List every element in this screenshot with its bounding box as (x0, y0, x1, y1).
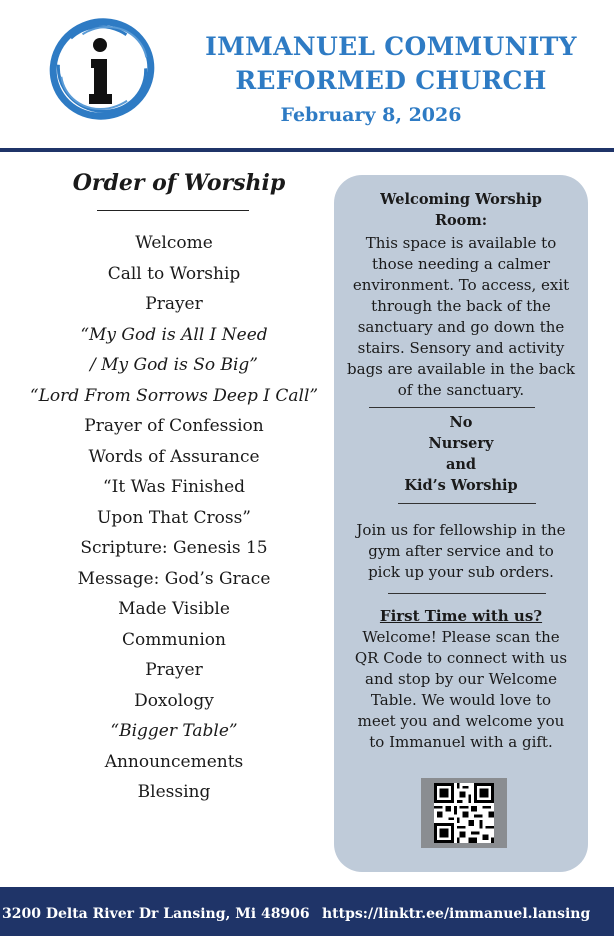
worship-item: “It Was Finished (102, 477, 246, 497)
worship-item: Blessing (137, 782, 211, 802)
bulletin-date: February 8, 2026 (280, 104, 462, 126)
qr-code-icon[interactable] (421, 778, 507, 848)
worship-item: Prayer (145, 294, 203, 314)
worship-item: Call to Worship (107, 263, 241, 284)
worship-item: Made Visible (118, 599, 230, 619)
worship-item: Message: God’s Grace (77, 568, 271, 589)
order-title-divider (97, 210, 249, 211)
worship-item: Welcome (135, 233, 213, 253)
order-of-worship-list (20, 228, 328, 808)
church-address: 3200 Delta River Dr Lansing, Mi 48906 (2, 906, 310, 922)
nursery-line: No (449, 414, 473, 431)
worship-item: Doxology (134, 690, 214, 711)
order-of-worship-title: Order of Worship (72, 170, 286, 196)
first-time-heading: First Time with us? (379, 607, 543, 625)
sidebar-divider (369, 407, 535, 408)
nursery-line: Kid’s Worship (404, 477, 518, 494)
footer-bar (0, 887, 614, 936)
nursery-notice (334, 412, 588, 496)
welcoming-room-body: This space is available to those needing a calmer environment. To access, exit through the back of the sanctuary and go down the stairs. Sensory and activity bags are available in the back of the sanctuary. (347, 234, 575, 399)
worship-item: Prayer of Confession (84, 416, 264, 436)
welcoming-room-heading: Welcoming Worship Room: (380, 191, 542, 229)
sidebar-divider (388, 593, 546, 594)
worship-item: “Lord From Sorrows Deep I Call” (29, 385, 319, 406)
header-divider (0, 148, 614, 152)
nursery-line: and (445, 456, 477, 473)
church-name-line1: IMMANUEL COMMUNITY (205, 32, 577, 61)
worship-item: / My God is So Big” (90, 355, 258, 375)
church-name-line2: REFORMED CHURCH (235, 66, 547, 95)
sidebar-divider (398, 503, 536, 504)
nursery-line: Nursery (428, 435, 494, 452)
first-time-body: Welcome! Please scan the QR Code to connect with us and stop by our Welcome Table. We would love to meet you and welcome you to Immanuel with a gift. (354, 628, 568, 751)
worship-item: Announcements (104, 751, 244, 772)
worship-item: Upon That Cross” (97, 507, 251, 528)
worship-item: Communion (121, 629, 226, 650)
worship-item: “Bigger Table” (110, 721, 238, 741)
info-sidebar (334, 175, 588, 872)
worship-item: Prayer (145, 660, 203, 680)
fellowship-notice: Join us for fellowship in the gym after service and to pick up your sub orders. (356, 521, 566, 581)
worship-item: Words of Assurance (88, 446, 260, 467)
worship-item: Scripture: Genesis 15 (80, 538, 268, 558)
church-name (196, 30, 586, 98)
linktree-link[interactable]: https://linktr.ee/immanuel.lansing (322, 906, 591, 922)
worship-item: “My God is All I Need (80, 324, 268, 345)
church-logo-icon (47, 14, 157, 124)
